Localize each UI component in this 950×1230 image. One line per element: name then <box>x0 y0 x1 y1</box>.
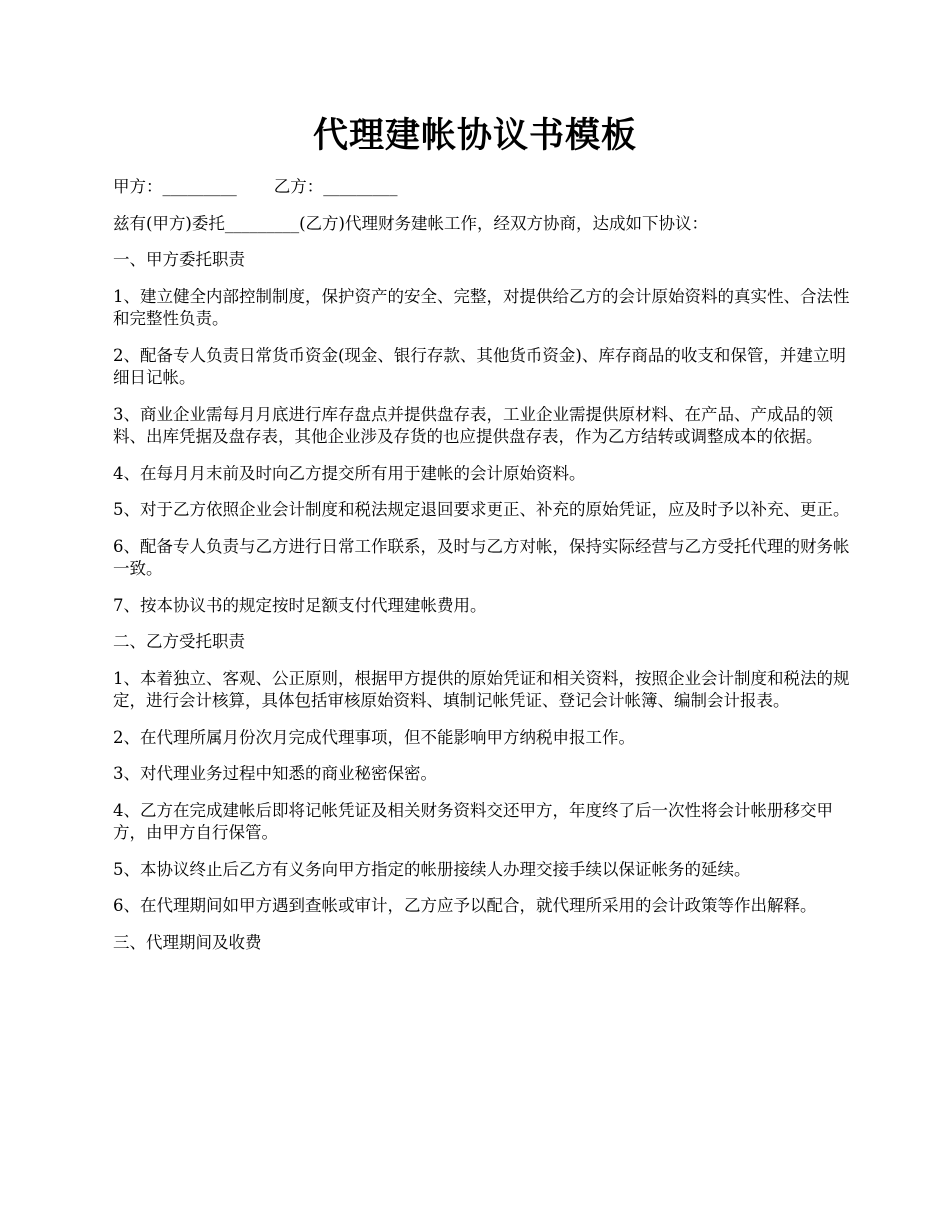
list-item: 4、乙方在完成建帐后即将记帐凭证及相关财务资料交还甲方，年度终了后一次性将会计帐册移交甲方，由甲方自行保管。 <box>113 800 833 842</box>
section-heading-3: 三、代理期间及收费 <box>113 932 262 952</box>
list-item: 5、对于乙方依照企业会计制度和税法规定退回要求更正、补充的原始凭证，应及时予以补充、更正。 <box>113 500 850 519</box>
list-item: 4、在每月月末前及时向乙方提交所有用于建帐的会计原始资料。 <box>113 463 586 483</box>
parties-line <box>113 176 853 199</box>
party-b-field: 乙方：_________ <box>273 177 398 196</box>
list-item: 6、配备专人负责与乙方进行日常工作联系，及时与乙方对帐，保持实际经营与乙方受托代理的财务帐一致。 <box>113 536 850 578</box>
list-item: 2、配备专人负责日常货币资金(现金、银行存款、其他货币资金)、库存商品的收支和保管，并建立明细日记帐。 <box>113 345 846 387</box>
list-item: 7、按本协议书的规定按时足额支付代理建帐费用。 <box>113 595 487 615</box>
list-item: 1、本着独立、客观、公正原则，根据甲方提供的原始凭证和相关资料，按照企业会计制度和税法的规定，进行会计核算，具体包括审核原始资料、填制记帐凭证、登记会计帐簿、编制会计报表。 <box>113 668 850 710</box>
list-item: 6、在代理期间如甲方遇到查帐或审计，乙方应予以配合，就代理所采用的会计政策等作出解释。 <box>113 896 817 915</box>
list-item: 2、在代理所属月份次月完成代理事项，但不能影响甲方纳税申报工作。 <box>113 727 635 747</box>
list-item: 3、商业企业需每月月底进行库存盘点并提供盘存表，工业企业需提供原材料、在产品、产成品的领料、出库凭据及盘存表，其他企业涉及存货的也应提供盘存表，作为乙方结转或调整成本的依据。 <box>113 404 833 446</box>
list-item: 1、建立健全内部控制制度，保护资产的安全、完整，对提供给乙方的会计原始资料的真实性、合法性和完整性负责。 <box>113 286 850 328</box>
document-body <box>113 176 853 968</box>
list-item: 3、对代理业务过程中知悉的商业秘密保密。 <box>113 764 437 783</box>
section-heading-2: 二、乙方受托职责 <box>113 632 245 651</box>
section-heading-1: 一、甲方委托职责 <box>113 250 245 269</box>
party-a-field: 甲方：_________ <box>113 177 237 196</box>
document-title: 代理建帐协议书模板 <box>312 115 637 156</box>
list-item: 5、本协议终止后乙方有义务向甲方指定的帐册接续人办理交接手续以保证帐务的延续。 <box>113 859 751 879</box>
intro-paragraph: 兹有(甲方)委托_________(乙方)代理财务建帐工作，经双方协商，达成如下协议： <box>113 213 708 233</box>
